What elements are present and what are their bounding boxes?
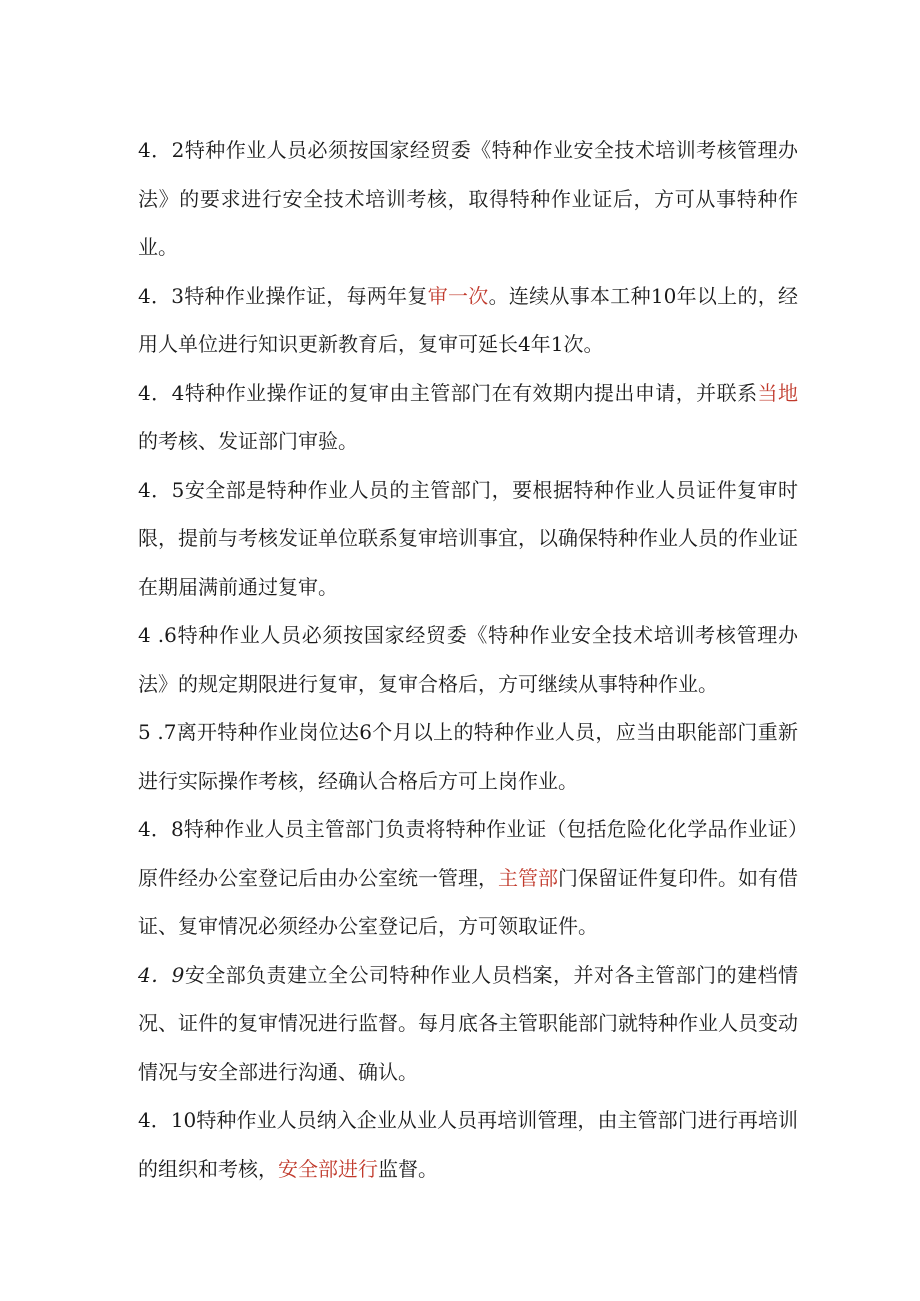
paragraph-4-5 [138, 466, 798, 612]
paragraph-text: 特种作业人员必须按国家经贸委《特种作业安全技术培训考核管理办法》的要求进行安全技术培训考核，取得特种作业证后，方可从事特种作业。 [138, 138, 798, 259]
paragraph-4-4 [138, 369, 798, 466]
paragraph-text: 门保留证件复印件。如有借证、复审情况必须经办公室登记后，方可领取证件。 [138, 865, 798, 938]
paragraph-4-3 [138, 272, 798, 369]
highlighted-text: 主管部 [498, 865, 558, 890]
paragraph-text: 特种作业人员纳入企业从业人员再培训管理，由主管部门进行再培训的组织和考核， [138, 1108, 798, 1181]
paragraph-4-8 [138, 805, 798, 951]
highlighted-text: 审一次 [427, 283, 489, 308]
paragraph-text: 安全部是特种作业人员的主管部门，要根据特种作业人员证件复审时限，提前与考核发证单位联系复审培训事宜，以确保特种作业人员的作业证在期届满前通过复审。 [138, 477, 798, 599]
paragraph-text: 安全部负责建立全公司特种作业人员档案，并对各主管部门的建档情况、证件的复审情况进行监督。每月底各主管职能部门就特种作业人员变动情况与安全部进行沟通、确认。 [138, 962, 798, 1084]
paragraph-number: 4 .6 [138, 623, 177, 647]
paragraph-number: 4．8 [138, 817, 184, 841]
paragraph-text: 特种作业操作证的复审由主管部门在有效期内提出申请，并联系 [184, 380, 758, 405]
paragraph-text: 特种作业人员主管部门负责将特种作业证（包括危险化化学品作业证）原件经办公室登记后由办公室统一管理， [138, 817, 799, 890]
paragraph-text: 。连续从事本工种10年以上的，经用人单位进行知识更新教育后，复审可延长4年1次。 [138, 283, 799, 356]
paragraph-5-7 [138, 708, 798, 805]
paragraph-text: 的考核、发证部门审验。 [138, 429, 358, 453]
paragraph-4-9 [138, 951, 798, 1097]
paragraph-number: 4．3 [138, 283, 185, 308]
paragraph-text: 离开特种作业岗位达6个月以上的特种作业人员，应当由职能部门重新进行实际操作考核，经确认合格后方可上岗作业。 [138, 720, 798, 793]
paragraph-number: 4．4 [138, 380, 185, 405]
paragraph-number: 4．5 [138, 477, 185, 502]
paragraph-4-2 [138, 126, 798, 272]
paragraph-text: 特种作业人员必须按国家经贸委《特种作业安全技术培训考核管理办法》的规定期限进行复审，复审合格后，方可继续从事特种作业。 [138, 623, 798, 696]
paragraph-text: 特种作业操作证，每两年复 [184, 283, 428, 308]
paragraph-number: 4．9 [138, 962, 185, 987]
paragraph-text: 监督。 [378, 1156, 438, 1181]
paragraph-4-6 [138, 611, 798, 708]
document-body [138, 126, 798, 1193]
paragraph-4-10 [138, 1096, 798, 1193]
highlighted-text: 安全部进行 [278, 1156, 378, 1181]
paragraph-number: 5 .7 [138, 720, 177, 744]
paragraph-number: 4．2 [138, 138, 185, 162]
paragraph-number: 4．10 [138, 1108, 197, 1132]
highlighted-text: 当地 [757, 380, 799, 405]
